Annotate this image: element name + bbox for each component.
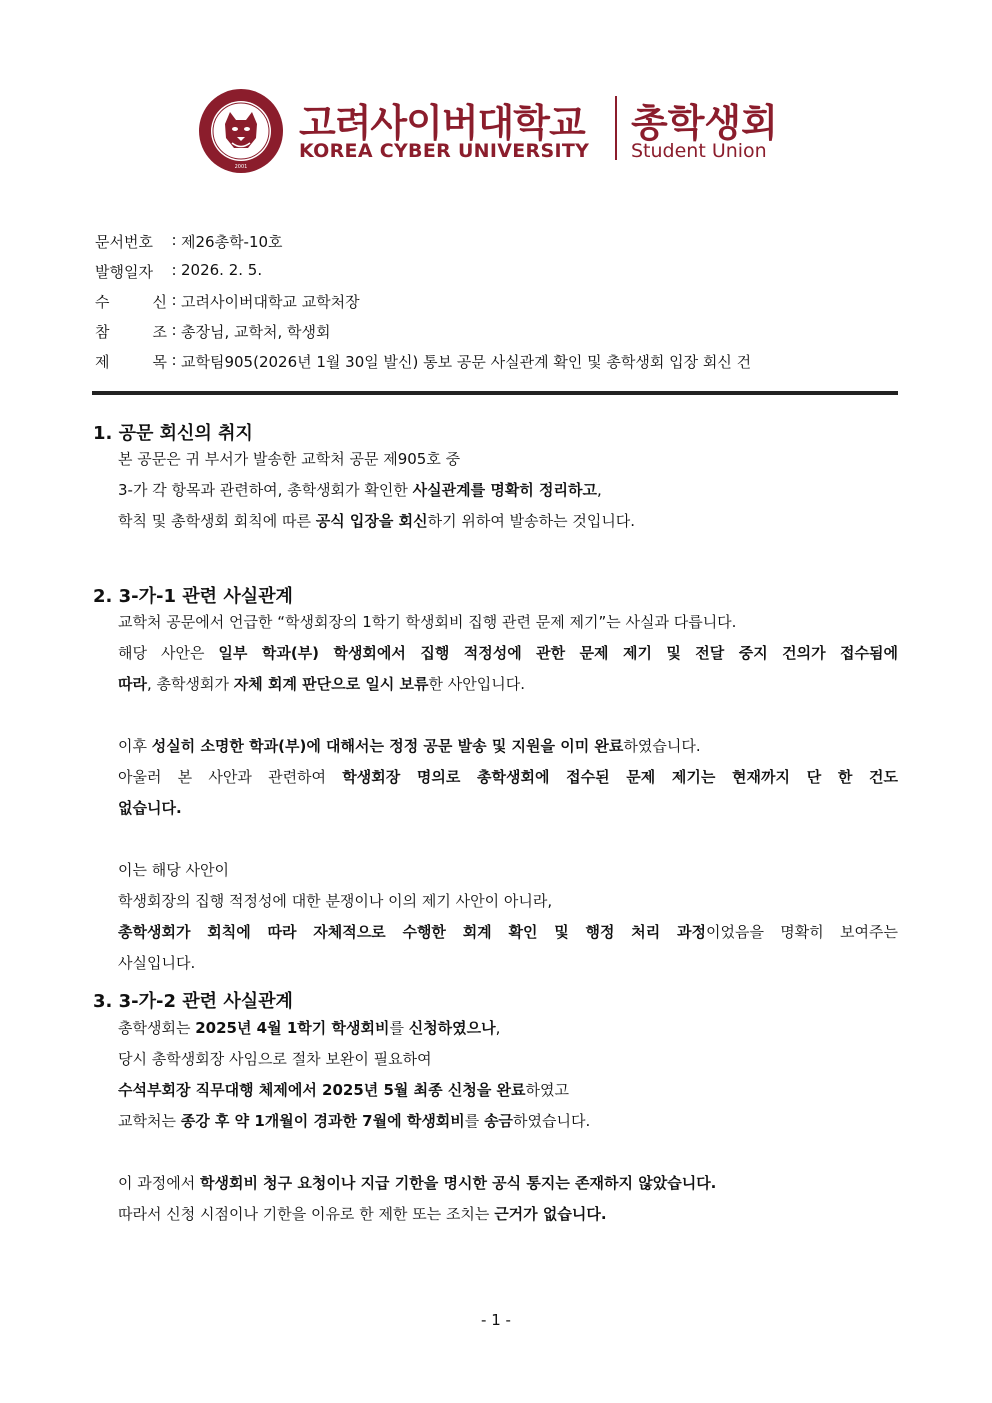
meta-value: 교학팀905(2026년 1월 30일 발신) 통보 공문 사실관계 확인 및 총학생회 입장 회신 건 [181, 353, 752, 371]
paragraph-line [118, 855, 898, 886]
body-text: 아울러 본 사안과 관련하여 [118, 768, 343, 786]
paragraph-line [118, 506, 898, 537]
body-text: 하였습니다. [513, 1112, 591, 1130]
paragraph-line [118, 793, 898, 824]
section-title-3: 3. 3-가-2 관련 사실관계 [93, 991, 293, 1012]
paragraph-line [118, 1199, 898, 1230]
body-text: 학생회장의 집행 적정성에 대한 분쟁이나 이의 제기 사안이 아니라, [118, 892, 553, 910]
body-text: 를 [464, 1112, 485, 1130]
paragraph-line [118, 1044, 898, 1075]
paragraph-line [118, 948, 898, 979]
emphasis-text: 따라 [118, 675, 147, 693]
body-text: , [495, 1019, 501, 1037]
meta-row [95, 231, 751, 261]
emphasis-text: 없습니다. [118, 799, 182, 817]
document-meta [95, 231, 751, 381]
meta-row [95, 291, 751, 321]
section-body-2 [118, 607, 898, 979]
svg-text:2001: 2001 [234, 164, 248, 170]
body-text: 교학처 공문에서 언급한 “학생회장의 1학기 학생회비 집행 관련 문제 제기”는 사실과 다릅니다. [118, 613, 737, 631]
body-text: 해당 사안은 [118, 644, 219, 662]
paragraph-line [118, 669, 898, 700]
emphasis-text: 학생회비 청구 요청이나 지급 기한을 명시한 공식 통지는 존재하지 않았습니다. [200, 1174, 717, 1192]
paragraph-line [118, 638, 898, 669]
paragraph-line [118, 731, 898, 762]
body-text: 를 [389, 1019, 409, 1037]
meta-label: 문서번호 [95, 233, 153, 251]
meta-value: 고려사이버대학교 교학처장 [181, 293, 360, 311]
paragraph-line [118, 917, 898, 948]
emphasis-text: 사실관계를 명확히 정리하고 [412, 481, 597, 499]
header-rule [92, 391, 898, 395]
paragraph-line [118, 762, 898, 793]
paragraph-line [118, 1013, 898, 1044]
emphasis-text: 수석부회장 직무대행 체제에서 2025년 5월 최종 신청을 완료 [118, 1081, 526, 1099]
meta-separator: : [171, 231, 177, 249]
union-name-kr: 총학생회 [631, 101, 778, 145]
meta-separator: : [171, 321, 177, 339]
section-body-3 [118, 1013, 898, 1230]
body-text: 하였습니다. [623, 737, 701, 755]
meta-value: 총장님, 교학처, 학생회 [181, 323, 331, 341]
emphasis-text: 근거가 없습니다. [494, 1205, 607, 1223]
meta-separator: : [171, 351, 177, 369]
body-text: 당시 총학생회장 사임으로 절차 보완이 필요하여 [118, 1050, 432, 1068]
body-text: 이 과정에서 [118, 1174, 200, 1192]
emphasis-text: 일부 학과(부) 학생회에서 집행 적정성에 관한 문제 제기 및 전달 중지 건의가 접수됨에 [218, 644, 898, 662]
university-name-kr: 고려사이버대학교 [299, 101, 585, 145]
paragraph-line [118, 1106, 898, 1137]
paragraph-line [118, 444, 898, 475]
section-title-1: 1. 공문 회신의 취지 [93, 423, 253, 444]
paragraph-line [118, 1168, 898, 1199]
body-text: 사실입니다. [118, 954, 196, 972]
meta-value: 제26총학-10호 [181, 233, 283, 251]
meta-label: 제 목 [95, 353, 167, 371]
emphasis-text: 송금 [484, 1112, 514, 1130]
body-text: 총학생회는 [118, 1019, 196, 1037]
university-name-en: KOREA CYBER UNIVERSITY [299, 140, 590, 162]
meta-separator: : [171, 261, 177, 279]
paragraph-line [118, 886, 898, 917]
body-text: 학칙 및 총학생회 회칙에 따른 [118, 512, 316, 530]
paragraph-line [118, 700, 898, 731]
body-text: 3-가 각 항목과 관련하여, 총학생회가 확인한 [118, 481, 413, 499]
body-text: 하였고 [525, 1081, 570, 1099]
paragraph-line [118, 607, 898, 638]
meta-row [95, 261, 751, 291]
body-text: 이는 해당 사안이 [118, 861, 229, 879]
union-name-en: Student Union [631, 140, 767, 162]
emphasis-text: 총학생회가 회칙에 따라 자체적으로 수행한 회계 확인 및 행정 처리 과정 [118, 923, 706, 941]
logo-divider [615, 96, 617, 160]
body-text: 교학처는 [118, 1112, 181, 1130]
meta-label: 수 신 [95, 293, 167, 311]
emphasis-text: 성실히 소명한 학과(부)에 대해서는 정정 공문 발송 및 지원을 이미 완료 [151, 737, 624, 755]
section-title-2: 2. 3-가-1 관련 사실관계 [93, 586, 293, 607]
paragraph-line [118, 1075, 898, 1106]
body-text: 이후 [118, 737, 152, 755]
header-logo [198, 88, 798, 178]
emphasis-text: 종강 후 약 1개월이 경과한 7월에 학생회비 [180, 1112, 465, 1130]
emphasis-text: 공식 입장을 회신 [315, 512, 428, 530]
emphasis-text: 2025년 4월 1학기 학생회비 [195, 1019, 390, 1037]
body-text: 본 공문은 귀 부서가 발송한 교학처 공문 제905호 중 [118, 450, 461, 468]
emphasis-text: 신청하였으나 [408, 1019, 496, 1037]
meta-value: 2026. 2. 5. [181, 261, 263, 279]
page-number: - 1 - [481, 1311, 511, 1329]
body-text: 이었음을 명확히 보여주는 [705, 923, 899, 941]
paragraph-line [118, 475, 898, 506]
paragraph-line [118, 1137, 898, 1168]
meta-separator: : [171, 291, 177, 309]
paragraph-line [118, 824, 898, 855]
body-text: , [597, 481, 602, 499]
meta-row [95, 351, 751, 381]
meta-label: 참 조 [95, 323, 167, 341]
body-text: 한 사안입니다. [428, 675, 526, 693]
meta-row [95, 321, 751, 351]
emphasis-text: 학생회장 명의로 총학생회에 접수된 문제 제기는 현재까지 단 한 건도 [342, 768, 898, 786]
emphasis-text: 자체 회계 판단으로 일시 보류 [233, 675, 429, 693]
body-text: 따라서 신청 시점이나 기한을 이유로 한 제한 또는 조치는 [118, 1205, 495, 1223]
tiger-emblem-icon [198, 88, 284, 174]
section-body-1 [118, 444, 898, 537]
body-text: , 총학생회가 [146, 675, 234, 693]
body-text: 하기 위하여 발송하는 것입니다. [427, 512, 636, 530]
meta-label: 발행일자 [95, 263, 153, 281]
